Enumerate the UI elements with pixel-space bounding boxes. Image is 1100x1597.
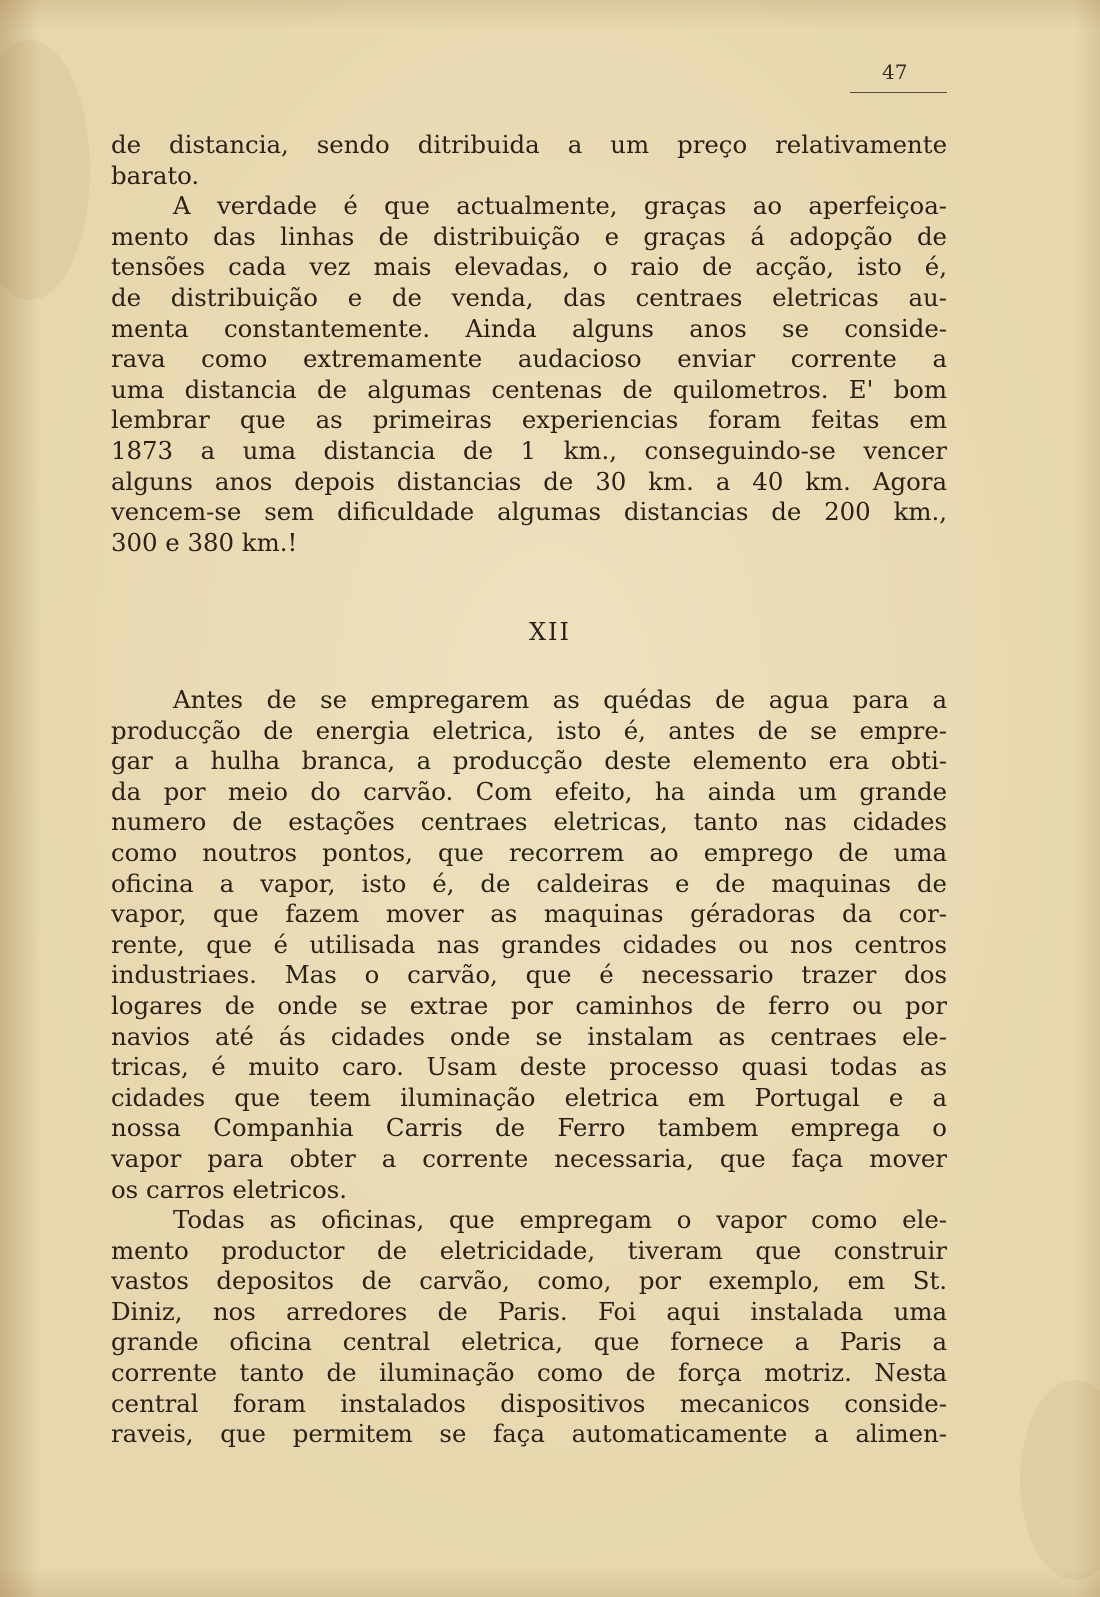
paper-stain	[0, 40, 90, 300]
text-line: como noutros pontos, que recorrem ao emprego de uma	[111, 837, 947, 867]
text-line: cidades que teem iluminação eletrica em Portugal e a	[111, 1082, 947, 1112]
text-line: de distancia, sendo ditribuida a um preço relativamente	[111, 130, 947, 159]
text-line: vencem-se sem dificuldade algumas distancias de 200 km.,	[111, 497, 947, 527]
text-line: alguns anos depois distancias de 30 km. a 40 km. Agora	[111, 466, 947, 496]
text-line: industriaes. Mas o carvão, que é necessario trazer dos	[111, 960, 947, 990]
text-line: mento das linhas de distribuição e graças á adopção de	[111, 221, 947, 251]
text-line: tricas, é muito caro. Usam deste processo quasi todas as	[111, 1052, 947, 1082]
text-line: Diniz, nos arredores de Paris. Foi aqui instalada uma	[111, 1296, 947, 1326]
text-line: producção de energia eletrica, isto é, antes de se empre-	[111, 715, 947, 745]
text-line: da por meio do carvão. Com efeito, ha ainda um grande	[111, 776, 947, 806]
text-line: lembrar que as primeiras experiencias foram feitas em	[111, 405, 947, 435]
text-block-bottom	[111, 685, 947, 1450]
text-line: os carros eletricos.	[111, 1174, 347, 1204]
text-line: vapor, que fazem mover as maquinas géradoras da cor-	[111, 899, 947, 929]
text-line: vapor para obter a corrente necessaria, que faça mover	[111, 1143, 947, 1173]
paper-stain	[1020, 1380, 1100, 1580]
text-line: numero de estações centraes eletricas, tanto nas cidades	[111, 807, 947, 837]
text-line: corrente tanto de iluminação como de força motriz. Nesta	[111, 1358, 947, 1388]
text-line: A verdade é que actualmente, graças ao aperfeiçoa-	[173, 191, 947, 221]
text-line: central foram instalados dispositivos mecanicos conside-	[111, 1388, 947, 1418]
text-line: raveis, que permitem se faça automaticamente a alimen-	[111, 1419, 947, 1449]
text-line: 300 e 380 km.!	[111, 527, 298, 557]
text-line: navios até ás cidades onde se instalam as centraes ele-	[111, 1021, 947, 1051]
text-line: de distribuição e de venda, das centraes eletricas au-	[111, 282, 947, 312]
page-number-rule	[850, 92, 947, 93]
text-line: mento productor de eletricidade, tiveram que construir	[111, 1235, 947, 1265]
text-line: menta constantemente. Ainda alguns anos se conside-	[111, 313, 947, 343]
text-line: grande oficina central eletrica, que fornece a Paris a	[111, 1327, 947, 1357]
text-block-top	[111, 130, 947, 558]
text-line: Todas as oficinas, que empregam o vapor como ele-	[173, 1205, 947, 1235]
page-number: 47	[882, 60, 908, 84]
text-line: logares de onde se extrae por caminhos de ferro ou por	[111, 990, 947, 1020]
section-heading: XII	[528, 618, 572, 646]
text-line: rava como extremamente audacioso enviar corrente a	[111, 344, 947, 374]
text-line: vastos depositos de carvão, como, por exemplo, em St.	[111, 1266, 947, 1296]
text-line: 1873 a uma distancia de 1 km., conseguindo-se vencer	[111, 435, 947, 465]
text-line: rente, que é utilisada nas grandes cidades ou nos centros	[111, 929, 947, 959]
text-line: barato.	[111, 160, 200, 190]
text-line: uma distancia de algumas centenas de quilometros. E' bom	[111, 374, 947, 404]
text-line: nossa Companhia Carris de Ferro tambem emprega o	[111, 1113, 947, 1143]
text-line: tensões cada vez mais elevadas, o raio de acção, isto é,	[111, 252, 947, 282]
text-line: gar a hulha branca, a producção deste elemento era obti-	[111, 746, 947, 776]
text-line: oficina a vapor, isto é, de caldeiras e de maquinas de	[111, 868, 947, 898]
text-line: Antes de se empregarem as quédas de agua para a	[173, 685, 947, 714]
